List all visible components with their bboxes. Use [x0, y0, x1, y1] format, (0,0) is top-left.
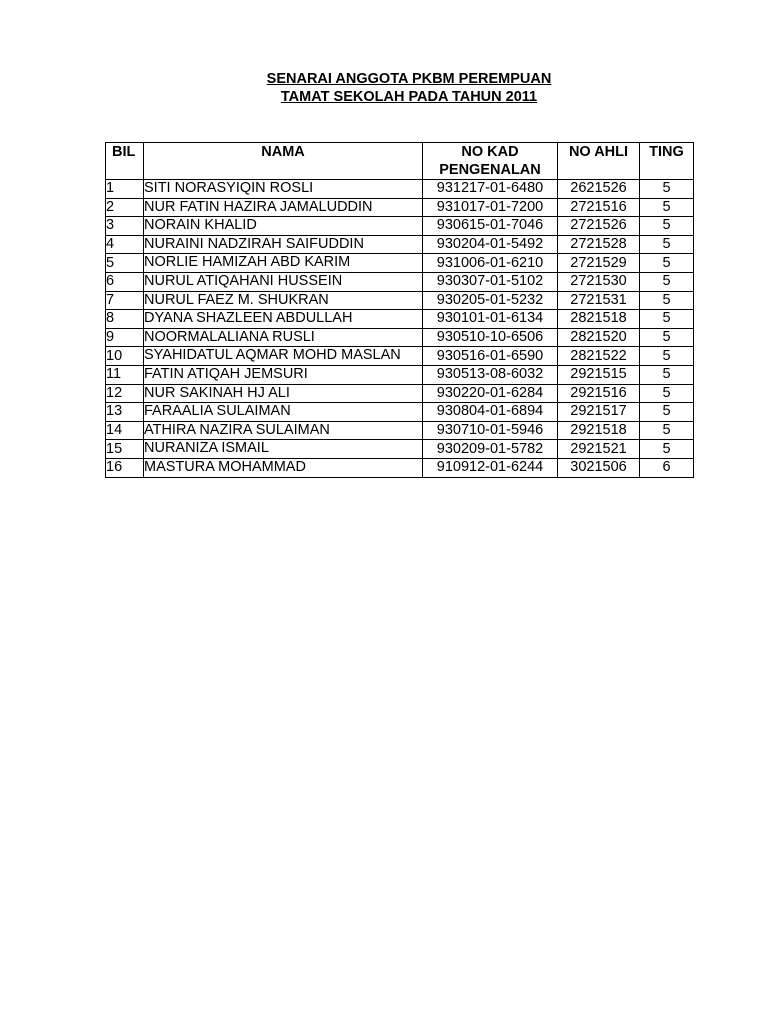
cell-ting: 6	[640, 458, 694, 477]
cell-no-kad: 931017-01-7200	[423, 198, 558, 217]
cell-no-ahli: 2921515	[558, 365, 640, 384]
header-no-kad-line2: PENGENALAN	[439, 162, 541, 178]
cell-no-ahli: 2821520	[558, 328, 640, 347]
cell-bil: 11	[106, 365, 144, 384]
table-row	[106, 458, 694, 477]
table-row	[106, 310, 694, 329]
cell-bil: 13	[106, 403, 144, 422]
table-row	[106, 421, 694, 440]
cell-no-kad: 930205-01-5232	[423, 291, 558, 310]
cell-ting: 5	[640, 254, 694, 273]
cell-nama: NUR SAKINAH HJ ALI	[144, 384, 423, 403]
cell-nama: NURUL FAEZ M. SHUKRAN	[144, 291, 423, 310]
cell-ting: 5	[640, 403, 694, 422]
table-row	[106, 235, 694, 254]
cell-bil: 5	[106, 254, 144, 273]
cell-no-ahli: 2721529	[558, 254, 640, 273]
cell-no-kad: 930220-01-6284	[423, 384, 558, 403]
cell-no-ahli: 2921516	[558, 384, 640, 403]
cell-nama: NORLIE HAMIZAH ABD KARIM	[144, 254, 423, 273]
cell-nama: SITI NORASYIQIN ROSLI	[144, 180, 423, 199]
cell-nama: NUR FATIN HAZIRA JAMALUDDIN	[144, 198, 423, 217]
cell-bil: 7	[106, 291, 144, 310]
cell-bil: 4	[106, 235, 144, 254]
cell-ting: 5	[640, 347, 694, 366]
table-row	[106, 403, 694, 422]
table-row	[106, 328, 694, 347]
cell-no-ahli: 3021506	[558, 458, 640, 477]
cell-bil: 6	[106, 272, 144, 291]
cell-nama: NURANIZA ISMAIL	[144, 440, 423, 459]
cell-bil: 14	[106, 421, 144, 440]
cell-no-ahli: 2721530	[558, 272, 640, 291]
cell-ting: 5	[640, 310, 694, 329]
table-row	[106, 198, 694, 217]
title-line-1: SENARAI ANGGOTA PKBM PEREMPUAN	[266, 71, 552, 87]
cell-bil: 3	[106, 217, 144, 236]
cell-no-ahli: 2721531	[558, 291, 640, 310]
cell-no-ahli: 2721528	[558, 235, 640, 254]
cell-bil: 8	[106, 310, 144, 329]
cell-bil: 2	[106, 198, 144, 217]
cell-no-kad: 930513-08-6032	[423, 365, 558, 384]
cell-no-kad: 931006-01-6210	[423, 254, 558, 273]
cell-ting: 5	[640, 384, 694, 403]
cell-ting: 5	[640, 365, 694, 384]
cell-ting: 5	[640, 272, 694, 291]
cell-nama: FATIN ATIQAH JEMSURI	[144, 365, 423, 384]
cell-ting: 5	[640, 291, 694, 310]
table-row	[106, 365, 694, 384]
cell-nama: NURUL ATIQAHANI HUSSEIN	[144, 272, 423, 291]
table-row	[106, 217, 694, 236]
cell-no-ahli: 2621526	[558, 180, 640, 199]
cell-nama: ATHIRA NAZIRA SULAIMAN	[144, 421, 423, 440]
cell-no-ahli: 2721526	[558, 217, 640, 236]
header-no-kad-line1: NO KAD	[461, 144, 519, 160]
cell-nama: NURAINI NADZIRAH SAIFUDDIN	[144, 235, 423, 254]
cell-no-kad: 930204-01-5492	[423, 235, 558, 254]
cell-nama: MASTURA MOHAMMAD	[144, 458, 423, 477]
cell-no-ahli: 2821522	[558, 347, 640, 366]
cell-bil: 12	[106, 384, 144, 403]
header-no-kad	[423, 143, 558, 180]
title-line-2: TAMAT SEKOLAH PADA TAHUN 2011	[280, 89, 538, 105]
cell-nama: NOORMALALIANA RUSLI	[144, 328, 423, 347]
cell-ting: 5	[640, 235, 694, 254]
cell-bil: 16	[106, 458, 144, 477]
cell-bil: 1	[106, 180, 144, 199]
cell-ting: 5	[640, 198, 694, 217]
table-row	[106, 291, 694, 310]
document-title	[0, 70, 768, 106]
cell-no-kad: 910912-01-6244	[423, 458, 558, 477]
cell-bil: 15	[106, 440, 144, 459]
cell-nama: DYANA SHAZLEEN ABDULLAH	[144, 310, 423, 329]
table-header-row	[106, 143, 694, 180]
header-ting: TING	[640, 143, 694, 180]
cell-no-kad: 930615-01-7046	[423, 217, 558, 236]
table-row	[106, 347, 694, 366]
cell-ting: 5	[640, 217, 694, 236]
cell-no-ahli: 2821518	[558, 310, 640, 329]
cell-no-kad: 930209-01-5782	[423, 440, 558, 459]
cell-ting: 5	[640, 440, 694, 459]
cell-ting: 5	[640, 180, 694, 199]
header-bil: BIL	[106, 143, 144, 180]
table-row	[106, 180, 694, 199]
cell-no-ahli: 2921518	[558, 421, 640, 440]
table-row	[106, 440, 694, 459]
header-no-ahli: NO AHLI	[558, 143, 640, 180]
table-row	[106, 384, 694, 403]
cell-no-ahli: 2921517	[558, 403, 640, 422]
cell-no-kad: 930710-01-5946	[423, 421, 558, 440]
table-row	[106, 272, 694, 291]
cell-nama: SYAHIDATUL AQMAR MOHD MASLAN	[144, 347, 423, 366]
cell-bil: 10	[106, 347, 144, 366]
cell-no-kad: 930510-10-6506	[423, 328, 558, 347]
table-row	[106, 254, 694, 273]
cell-no-ahli: 2921521	[558, 440, 640, 459]
cell-no-kad: 930101-01-6134	[423, 310, 558, 329]
cell-ting: 5	[640, 328, 694, 347]
cell-nama: NORAIN KHALID	[144, 217, 423, 236]
cell-no-kad: 930307-01-5102	[423, 272, 558, 291]
cell-no-kad: 930804-01-6894	[423, 403, 558, 422]
cell-ting: 5	[640, 421, 694, 440]
cell-bil: 9	[106, 328, 144, 347]
header-nama: NAMA	[144, 143, 423, 180]
cell-nama: FARAALIA SULAIMAN	[144, 403, 423, 422]
members-table	[105, 142, 694, 478]
cell-no-kad: 931217-01-6480	[423, 180, 558, 199]
cell-no-ahli: 2721516	[558, 198, 640, 217]
cell-no-kad: 930516-01-6590	[423, 347, 558, 366]
